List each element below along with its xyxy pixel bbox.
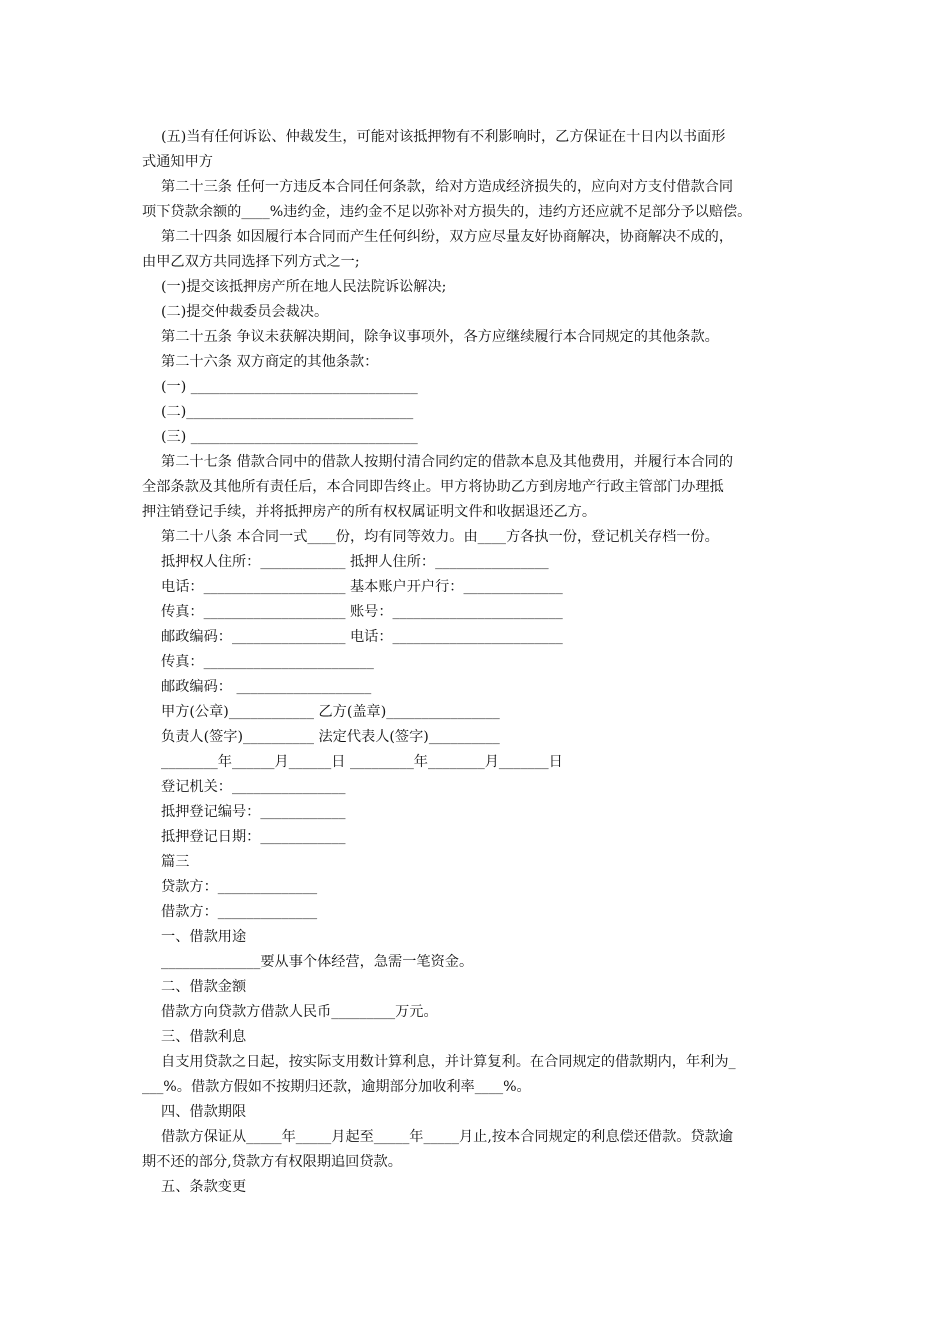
- text-line: 负责人(签字)__________ 法定代表人(签字)__________: [161, 729, 500, 745]
- text-line: 借款方向贷款方借款人民币_________万元。: [161, 1004, 438, 1020]
- text-line: 第二十五条 争议未获解决期间，除争议事项外，各方应继续履行本合同规定的其他条款。: [161, 329, 719, 345]
- text-line: ______________要从事个体经营，急需一笔资金。: [161, 954, 474, 970]
- text-line: 抵押登记日期：____________: [161, 829, 346, 845]
- text-line: 由甲乙双方共同选择下列方式之一;: [142, 254, 360, 270]
- text-line: 押注销登记手续，并将抵押房产的所有权权属证明文件和收据退还乙方。: [142, 504, 597, 520]
- text-line: 借款方保证从_____年_____月起至_____年_____月止,按本合同规定的利息偿还借款。贷款逾: [161, 1129, 734, 1145]
- text-line: ___%。借款方假如不按期归还款，逾期部分加收利率____%。: [142, 1079, 531, 1095]
- text-line: 自支用贷款之日起，按实际支用数计算利息，并计算复利。在合同规定的借款期内，年利为_: [161, 1054, 736, 1070]
- text-line: 第二十六条 双方商定的其他条款：: [161, 354, 379, 370]
- text-line: 二、借款金额: [161, 979, 247, 995]
- text-line: 借款方：______________: [161, 904, 318, 920]
- text-line: 式通知甲方: [142, 154, 213, 170]
- text-line: (二)提交仲裁委员会裁决。: [161, 304, 329, 320]
- text-line: 甲方(公章)____________ 乙方(盖章)________________: [161, 704, 500, 720]
- text-line: 抵押登记编号：____________: [161, 804, 346, 820]
- text-line: 第二十四条 如因履行本合同而产生任何纠纷，双方应尽量友好协商解决，协商解决不成的，: [161, 229, 734, 245]
- text-line: (一)提交该抵押房产所在地人民法院诉讼解决;: [161, 279, 447, 295]
- text-line: 四、借款期限: [161, 1104, 247, 1120]
- text-line: 期不还的部分,贷款方有权限期追回贷款。: [142, 1154, 402, 1170]
- text-line: 邮政编码：________________ 电话：________________________: [161, 629, 563, 645]
- section-heading: 篇三: [161, 854, 190, 870]
- text-line: 三、借款利息: [161, 1029, 247, 1045]
- text-line: 传真：____________________ 账号：________________________: [161, 604, 563, 620]
- text-line: (一) ________________________________: [161, 379, 418, 395]
- text-line: 第二十三条 任何一方违反本合同任何条款，给对方造成经济损失的，应向对方支付借款合同: [161, 179, 734, 195]
- text-line: 五、条款变更: [161, 1179, 247, 1195]
- text-line: 电话：____________________ 基本账户开户行：______________: [161, 579, 563, 595]
- text-line: 邮政编码： ___________________: [161, 679, 372, 695]
- text-line: ________年______月______日 _________年________月_______日: [161, 754, 563, 770]
- text-line: 全部条款及其他所有责任后，本合同即告终止。甲方将协助乙方到房地产行政主管部门办理抵: [142, 479, 724, 495]
- text-line: (三) ________________________________: [161, 429, 418, 445]
- text-line: 第二十八条 本合同一式____份，均有同等效力。由____方各执一份，登记机关存档一份。: [161, 529, 719, 545]
- text-line: 贷款方：______________: [161, 879, 318, 895]
- text-line: (二)________________________________: [161, 404, 414, 420]
- text-line: 项下贷款余额的____%违约金，违约金不足以弥补对方损失的，违约方还应就不足部分予以赔偿。: [142, 204, 752, 220]
- text-line: 一、借款用途: [161, 929, 247, 945]
- text-line: 登记机关：________________: [161, 779, 346, 795]
- text-line: 第二十七条 借款合同中的借款人按期付清合同约定的借款本息及其他费用，并履行本合同的: [161, 454, 734, 470]
- text-line: (五)当有任何诉讼、仲裁发生，可能对该抵押物有不利影响时，乙方保证在十日内以书面形: [161, 129, 726, 145]
- text-line: 传真：________________________: [161, 654, 374, 670]
- text-line: 抵押权人住所：____________ 抵押人住所：________________: [161, 554, 549, 570]
